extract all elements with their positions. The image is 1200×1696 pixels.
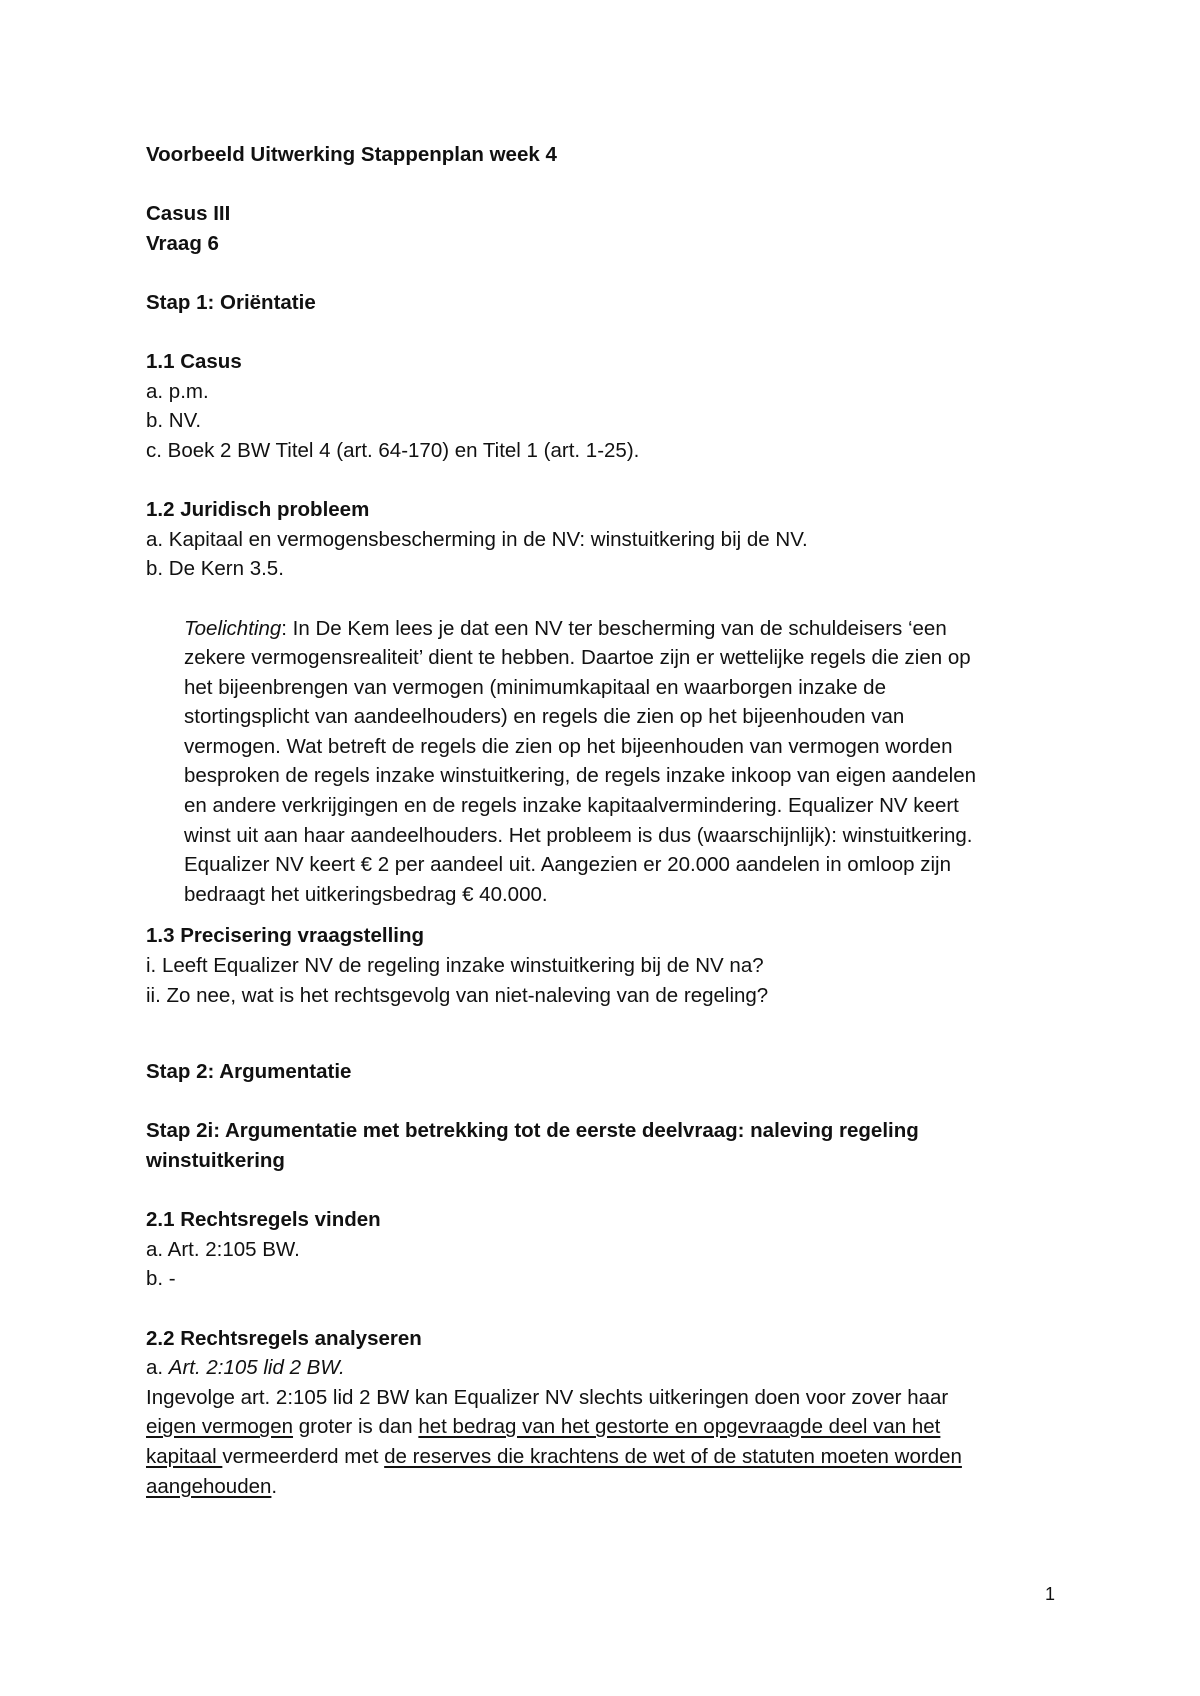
section-1-3-i: i. Leeft Equalizer NV de regeling inzake winstuitkering bij de NV na?: [146, 954, 764, 978]
section-2-2-heading: 2.2 Rechtsregels analyseren: [146, 1326, 422, 1350]
toelichting-line: winst uit aan haar aandeelhouders. Het probleem is dus (waarschijnlijk): winstuitkering.: [184, 823, 973, 847]
section-1-3-heading: 1.3 Precisering vraagstelling: [146, 924, 425, 948]
underlined-term: eigen vermogen: [146, 1415, 294, 1439]
toelichting-line: het bijeenbrengen van vermogen (minimumkapitaal en waarborgen inzake de: [184, 675, 886, 699]
section-2-2-a: [146, 1353, 1066, 1383]
toelichting-label: Toelichting: [184, 616, 282, 640]
underlined-term: aangehouden: [146, 1474, 272, 1498]
underlined-term: de reserves die krachtens de wet of de statuten moeten worden: [384, 1444, 962, 1468]
analysis-text: vermeerderd met: [222, 1444, 385, 1468]
analysis-line: Ingevolge art. 2:105 lid 2 BW kan Equalizer NV slechts uitkeringen doen voor zover haar: [146, 1385, 949, 1409]
stap2-heading: Stap 2: Argumentatie: [146, 1060, 352, 1084]
document-title: Voorbeeld Uitwerking Stappenplan week 4: [146, 143, 557, 166]
section-2-1-b: b. -: [146, 1267, 176, 1291]
section-2-2-a-prefix: a.: [146, 1356, 169, 1380]
toelichting-line: stortingsplicht van aandeelhouders) en regels die zien op het bijeenhouden van: [184, 705, 905, 729]
section-1-2-heading: 1.2 Juridisch probleem: [146, 498, 370, 522]
toelichting-line: en andere verkrijgingen en de regels inzake kapitaalvermindering. Equalizer NV keert: [184, 794, 959, 818]
section-1-2-b: b. De Kern 3.5.: [146, 557, 284, 581]
section-2-1-heading: 2.1 Rechtsregels vinden: [146, 1208, 381, 1232]
stap2i-heading-line1: Stap 2i: Argumentatie met betrekking tot de eerste deelvraag: naleving regeling: [146, 1119, 919, 1143]
toelichting-line: zekere vermogensrealiteit’ dient te hebben. Daartoe zijn er wettelijke regels die zien op: [184, 646, 971, 670]
stap1-heading: Stap 1: Oriëntatie: [146, 290, 316, 314]
section-1-1-b: b. NV.: [146, 409, 202, 433]
page-number: 1: [1045, 1584, 1056, 1604]
section-1-2-a: a. Kapitaal en vermogensbescherming in de NV: winstuitkering bij de NV.: [146, 527, 808, 551]
section-2-2-a-article: Art. 2:105 lid 2 BW.: [168, 1356, 345, 1380]
toelichting-paragraph: [146, 614, 1066, 910]
analysis-text: .: [271, 1474, 278, 1498]
casus-label: Casus III: [146, 202, 231, 226]
toelichting-line: vermogen. Wat betreft de regels die zien op het bijeenhouden van vermogen worden: [184, 734, 953, 758]
analysis-line: [146, 1442, 1066, 1472]
analysis-line: [146, 1412, 1066, 1442]
toelichting-line: Equalizer NV keert € 2 per aandeel uit. Aangezien er 20.000 aandelen in omloop zijn: [184, 853, 951, 877]
section-1-1-a: a. p.m.: [146, 379, 209, 403]
toelichting-line: bedraagt het uitkeringsbedrag € 40.000.: [184, 882, 548, 906]
analysis-line: [146, 1472, 1066, 1502]
toelichting-line: besproken de regels inzake winstuitkering, de regels inzake inkoop van eigen aandelen: [184, 764, 977, 788]
analysis-text: groter is dan: [293, 1415, 419, 1439]
stap2i-heading-line2: winstuitkering: [146, 1149, 285, 1172]
vraag-label: Vraag 6: [146, 231, 219, 255]
section-1-3-ii: ii. Zo nee, wat is het rechtsgevolg van niet-naleving van de regeling?: [146, 983, 769, 1007]
section-1-1-heading: 1.1 Casus: [146, 350, 242, 374]
underlined-term: het bedrag van het gestorte en opgevraagde deel van het: [418, 1415, 941, 1439]
section-2-1-a: a. Art. 2:105 BW.: [146, 1237, 300, 1261]
section-1-1-c: c. Boek 2 BW Titel 4 (art. 64-170) en Titel 1 (art. 1-25).: [146, 438, 640, 462]
document-page: [146, 140, 1066, 1501]
underlined-term: kapitaal: [146, 1444, 223, 1468]
toelichting-line: : In De Kem lees je dat een NV ter bescherming van de schuldeisers ‘een: [281, 616, 947, 640]
